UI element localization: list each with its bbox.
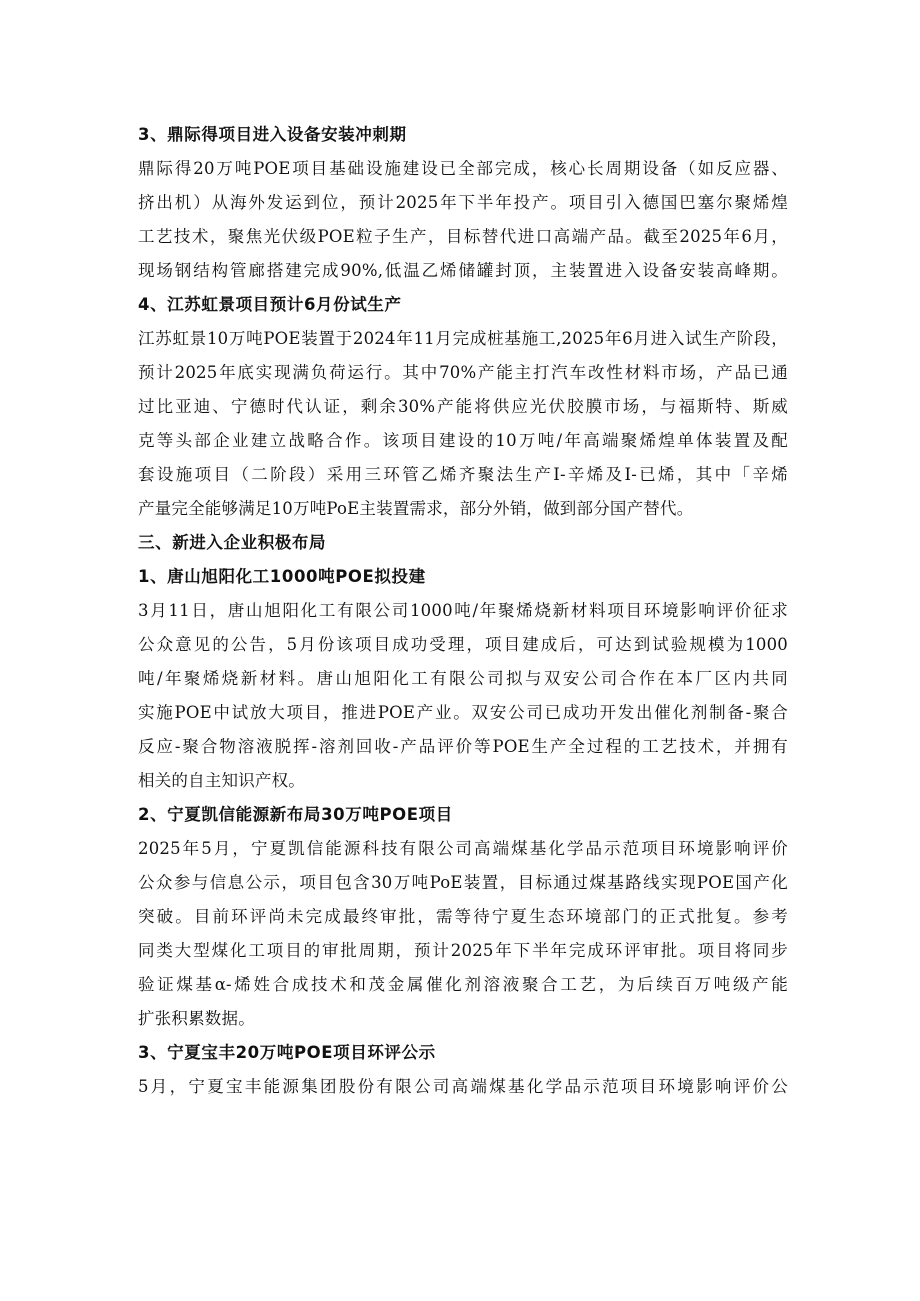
- paragraph-line: 突破。目前环评尚未完成最终审批，需等待宁夏生态环境部门的正式批复。参考: [138, 907, 788, 926]
- section-heading: 三、新进入企业积极布局: [138, 533, 327, 552]
- paragraph-line: 同类大型煤化工项目的审批周期，预计2025年下半年完成环评审批。项目将同步: [138, 941, 788, 960]
- section-heading: 1、唐山旭阳化工1000吨POE拟投建: [138, 567, 426, 586]
- paragraph-line: 套设施项目（二阶段）采用三环管乙烯齐聚法生产I-辛烯及I-已烯，其中「辛烯: [138, 465, 788, 484]
- section-heading: 2、宁夏凯信能源新布局30万吨POE项目: [138, 805, 453, 824]
- paragraph-line: 实施POE中试放大项目，推进POE产业。双安公司已成功开发出催化剂制备-聚合: [138, 703, 788, 722]
- paragraph-line: 3月11日，唐山旭阳化工有限公司1000吨/年聚烯烧新材料项目环境影响评价征求: [138, 601, 788, 620]
- paragraph-line: 挤出机）从海外发运到位，预计2025年下半年投产。项目引入德国巴塞尔聚烯煌: [138, 193, 788, 212]
- paragraph-line: 验证煤基α-烯姓合成技术和茂金属催化剂溶液聚合工艺，为后续百万吨级产能: [138, 975, 788, 994]
- section-heading: 3、宁夏宝丰20万吨POE项目环评公示: [138, 1043, 436, 1062]
- paragraph-line: 扩张积累数据。: [138, 1009, 255, 1028]
- paragraph-line: 5月，宁夏宝丰能源集团股份有限公司高端煤基化学品示范项目环境影响评价公: [138, 1077, 788, 1096]
- paragraph-line: 现场钢结构管廊搭建完成90%,低温乙烯储罐封顶，主装置进入设备安装高峰期。: [138, 261, 788, 280]
- paragraph-line: 公众参与信息公示，项目包含30万吨PoE装置，目标通过煤基路线实现POE国产化: [138, 873, 788, 892]
- paragraph-line: 反应-聚合物溶液脱挥-溶剂回收-产品评价等POE生产全过程的工艺技术，并拥有: [138, 737, 788, 756]
- paragraph-line: 2025年5月，宁夏凯信能源科技有限公司高端煤基化学品示范项目环境影响评价: [138, 839, 788, 858]
- paragraph-line: 克等头部企业建立战略合作。该项目建设的10万吨/年高端聚烯煌单体装置及配: [138, 431, 788, 450]
- document-page: [0, 118, 920, 1104]
- paragraph-line: 鼎际得20万吨POE项目基础设施建设已全部完成，核心长周期设备（如反应器、: [138, 159, 788, 178]
- paragraph-line: 吨/年聚烯烧新材料。唐山旭阳化工有限公司拟与双安公司合作在本厂区内共同: [138, 669, 788, 688]
- paragraph-line: 江苏虹景10万吨POE装置于2024年11月完成桩基施工,2025年6月进入试生产阶段，: [138, 329, 788, 348]
- paragraph-line: 产量完全能够满足10万吨PoE主装置需求，部分外销，做到部分国产替代。: [138, 499, 694, 518]
- section-heading: 3、鼎际得项目进入设备安装冲刺期: [138, 125, 407, 144]
- paragraph-line: 预计2025年底实现满负荷运行。其中70%产能主打汽车改性材料市场，产品已通: [138, 363, 788, 382]
- section-heading: 4、江苏虹景项目预计6月份试生产: [138, 295, 402, 314]
- paragraph-line: 公众意见的公告，5月份该项目成功受理，项目建成后，可达到试验规模为1000: [138, 635, 788, 654]
- paragraph-line: 相关的自主知识产权。: [138, 771, 305, 790]
- paragraph-line: 过比亚迪、宁德时代认证，剩余30%产能将供应光伏胶膜市场，与福斯特、斯威: [138, 397, 788, 416]
- paragraph-line: 工艺技术，聚焦光伏级POE粒子生产，目标替代进口高端产品。截至2025年6月，: [138, 227, 788, 246]
